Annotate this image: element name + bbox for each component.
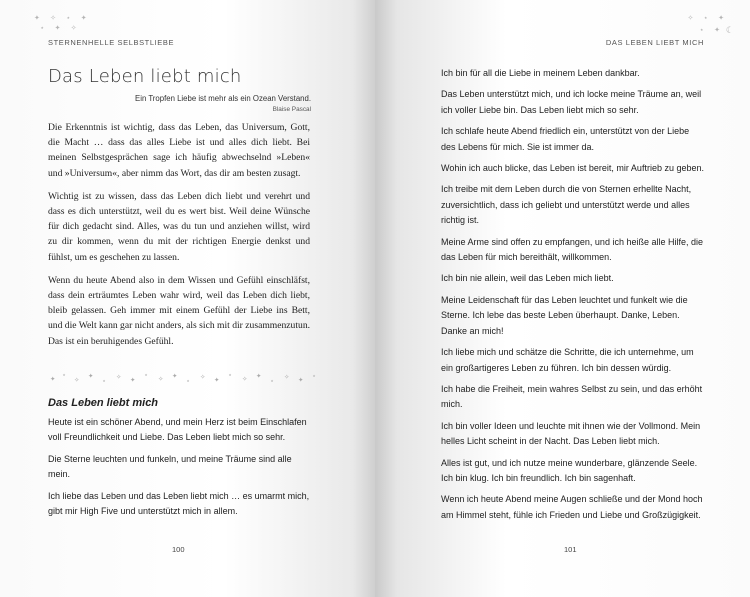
body-text (48, 120, 310, 357)
affirmation: Ich habe die Freiheit, mein wahres Selbst zu sein, und das erhöht mich. (441, 383, 703, 410)
page-number: 100 (172, 545, 185, 554)
affirmation: Meine Arme sind offen zu empfangen, und ich heiße alle Hilfe, die das Leben für mich bereithält, willkommen. (441, 236, 703, 263)
affirmation-list (441, 66, 705, 529)
star-cluster-icon: ✦ ✧ ⋆ ✦ (34, 14, 91, 22)
star-cluster-icon: ⋆ ✦ (699, 26, 724, 34)
affirmation: Ich liebe mich und schätze die Schritte, die ich unternehme, um ein großartigeres Leben zu führen. Ich bin dessen würdig. (441, 347, 694, 373)
chapter-title: Das Leben liebt mich (48, 66, 242, 87)
affirmation: Die Sterne leuchten und funkeln, und meine Träume sind alle mein. (48, 453, 292, 480)
epigraph (135, 93, 311, 115)
affirmation: Ich liebe das Leben und das Leben liebt mich … es umarmt mich, gibt mir High Five und unterstützt mich in allem. (48, 490, 310, 517)
affirmation: Ich bin voller Ideen und leuchte mit ihnen wie der Vollmond. Mein helles Licht scheint in der Nacht. Das Leben liebt mich. (441, 420, 701, 447)
affirmation: Ich schlafe heute Abend friedlich ein, unterstützt von der Liebe des Lebens für mich. Sie ist immer da. (441, 126, 690, 152)
running-head: STERNENHELLE SELBSTLIEBE (48, 38, 175, 47)
star-divider: ✦ ⋆ ✧ ✦ ⋆ ✧ ✦ ⋆ ✧ ✦ ⋆ ✧ ✦ ⋆ ✧ ✦ ⋆ ✧ ✦ ⋆ (50, 371, 317, 385)
affirmation: Das Leben unterstützt mich, und ich locke meine Träume an, weil ich voller Liebe bin. Das Leben liebt mich so sehr. (441, 89, 702, 115)
running-head: DAS LEBEN LIEBT MICH (605, 38, 704, 47)
affirmation: Ich bin nie allein, weil das Leben mich liebt. (441, 273, 614, 284)
affirmation: Meine Leidenschaft für das Leben leuchtet und funkelt wie die Sterne. Ich lebe das beste Leben überhaupt. Danke, Leben. Danke an mich! (441, 294, 688, 336)
affirmation-list (48, 415, 313, 525)
crescent-moon-icon: ☾ (725, 26, 738, 36)
page-number: 101 (564, 545, 577, 554)
paragraph: Die Erkenntnis ist wichtig, dass das Leben, das Universum, Gott, die Macht … dass das alles Liebe ist und alles dich liebt. Bei meinen Selbstgesprächen sage ich häufig abwechselnd »Leben« und »Universum«, aber nimm das Wort, das dir am besten zusagt. (48, 122, 310, 179)
affirmation: Wohin ich auch blicke, das Leben ist bereit, mir Auftrieb zu geben. (441, 163, 704, 174)
paragraph: Wenn du heute Abend also in dem Wissen und Gefühl einschläfst, dass dein erträumtes Leben wahr wird, weil das Leben dich liebt, bleib gelassen. Geh immer mit einem Gefühl der Liebe ins Bett, und die Welt kann gar nicht anders, als sich mit dir zusammenzutun. Das ist ein beruhigendes Gefühl. (48, 274, 311, 347)
star-cluster-icon: ✧ ⋆ ✦ (687, 14, 728, 22)
affirmation: Ich treibe mit dem Leben durch die von Sternen erhellte Nacht, zuversichtlich, dass ich geliebt und unterstützt werde und alles richtig ist. (441, 184, 692, 226)
right-page (375, 0, 750, 597)
epigraph-author: Blaise Pascal (272, 106, 311, 113)
affirmation: Wenn ich heute Abend meine Augen schließe und der Mond hoch am Himmel steht, fühle ich Frieden und Liebe und Großzügigkeit. (441, 494, 703, 520)
affirmation: Ich bin für all die Liebe in meinem Leben dankbar. (441, 68, 640, 78)
affirmation: Heute ist ein schöner Abend, und mein Herz ist beim Einschlafen voll Freundlichkeit und Liebe. Das Leben liebt mich so sehr. (48, 417, 307, 443)
star-cluster-icon: ⋆ ✦ ✧ (40, 24, 81, 32)
section-subheading: Das Leben liebt mich (48, 397, 159, 409)
paragraph: Wichtig ist zu wissen, dass das Leben dich liebt und verehrt und dass es dich unterstützt, weil du es wert bist. Weil deine Wünsche für dich gedacht sind. Alles, was du tun und anziehen willst, wird zu dir kommen, wenn du mit der richtigen Energie denkst und fühlst, um es geschehen zu lassen. (48, 190, 310, 263)
affirmation: Alles ist gut, und ich nutze meine wunderbare, glänzende Seele. Ich bin klug. Ich bin freundlich. Ich bin sagenhaft. (441, 457, 698, 483)
epigraph-quote: Ein Tropfen Liebe ist mehr als ein Ozean Verstand. (135, 94, 311, 103)
